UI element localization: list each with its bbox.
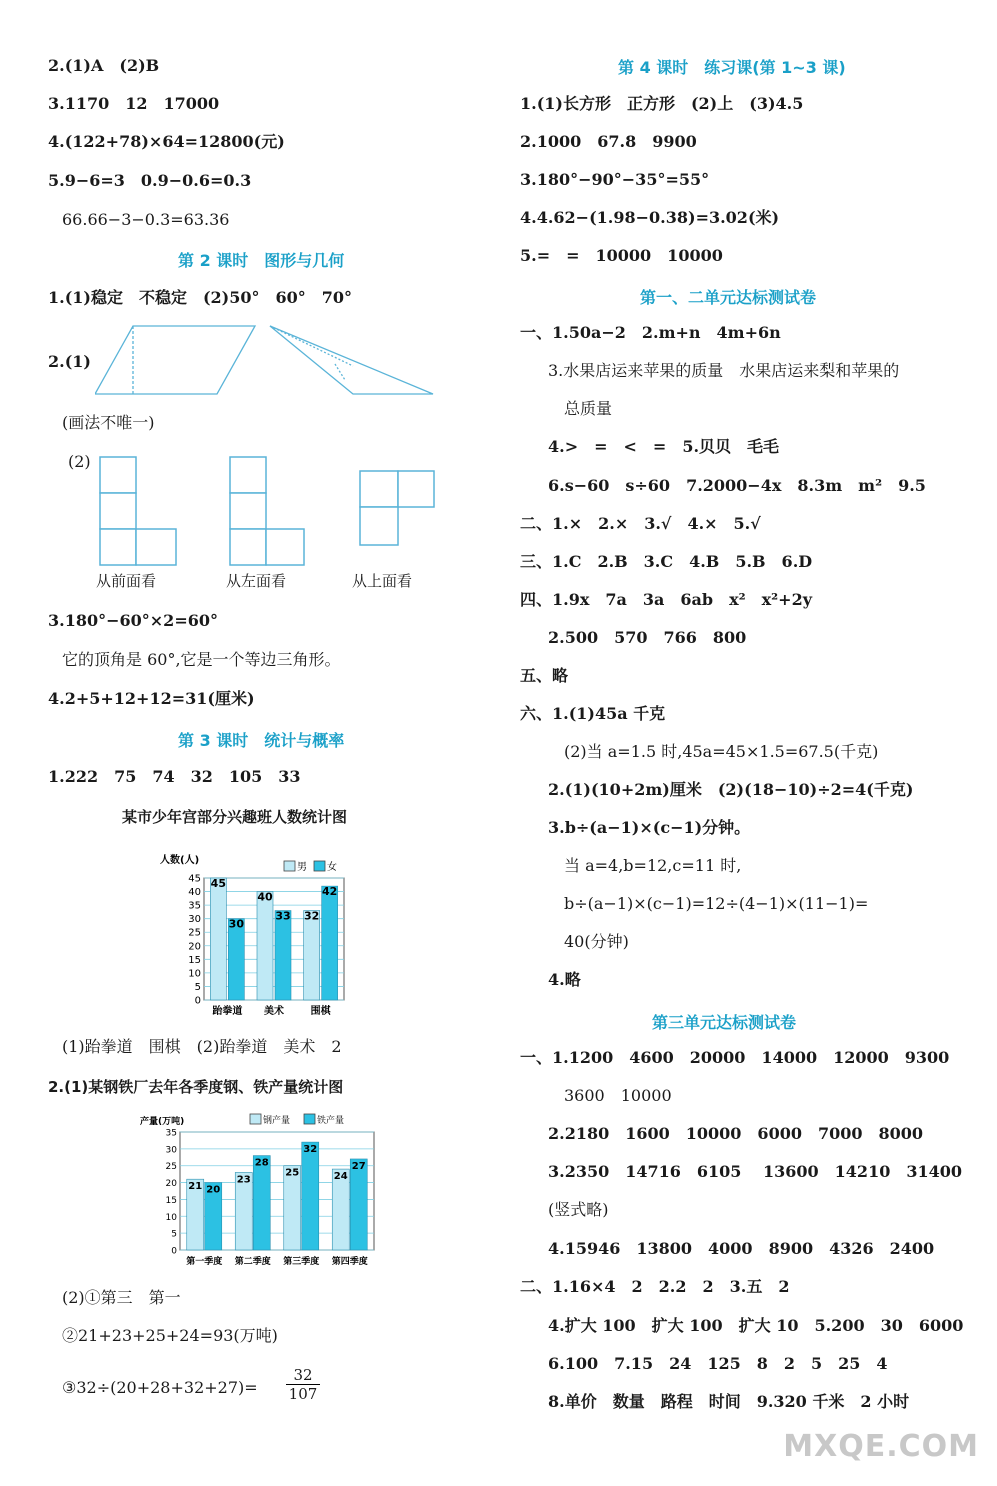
bar [350,1159,367,1250]
legend-swatch [250,1114,261,1124]
answer-line: 66.66−3−0.3=63.36 [62,210,230,229]
bar [275,911,291,1000]
y-tick-label: 20 [188,941,201,953]
legend-swatch [284,861,295,871]
legend-label: 男 [297,862,307,873]
y-tick-label: 45 [188,873,201,885]
chart-interest-classes [148,846,358,1022]
y-tick-label: 5 [194,981,201,993]
answer-line: 3.水果店运来苹果的质量 水果店运来梨和苹果的 [548,361,900,380]
data-label: 23 [236,1174,251,1186]
data-label: 32 [304,909,320,923]
fraction [286,1366,320,1403]
answer-line: 40(分钟) [564,932,629,951]
section-heading: 第一、二单元达标测试卷 [640,288,817,307]
y-tick-label: 40 [188,887,201,899]
answer-line: 4.15946 13800 4000 8900 4326 2400 [548,1239,935,1258]
x-tick-label: 第二季度 [234,1257,271,1267]
answer-line: 一、1.50a−2 2.m+n 4m+6n [520,323,781,342]
answer-line: 3.180°−90°−35°=55° [520,170,710,189]
answer-line: 六、1.(1)45a 千克 [520,704,666,723]
data-label: 40 [257,890,273,904]
answer-line: 4.4.62−(1.98−0.38)=3.02(米) [520,208,780,227]
y-tick-label: 20 [165,1179,177,1190]
legend-label: 铁产量 [317,1116,345,1126]
view-caption: 从前面看 [96,572,157,590]
data-label: 42 [322,885,338,899]
y-axis-label: 产量(万吨) [140,1117,185,1127]
answer-line: 3.2350 14716 6105 13600 14210 31400 [548,1162,962,1181]
answer-line: 二、1.16×4 2 2.2 2 3.五 2 [520,1277,790,1296]
data-label: 24 [333,1171,348,1183]
data-label: 21 [188,1181,203,1193]
answer-line: 1.222 75 74 32 105 33 [48,767,301,786]
answer-line: 2.(1) [48,352,91,371]
chart-title: 某市少年宫部分兴趣班人数统计图 [122,808,348,826]
legend-swatch [314,861,325,871]
x-tick-label: 围棋 [310,1006,331,1017]
answer-line: 4.略 [548,970,581,989]
y-tick-label: 30 [165,1145,177,1156]
answer-line: 3.1170 12 17000 [48,94,220,113]
answer-line: 2.(1)A (2)B [48,56,160,75]
answer-line: 3.180°−60°×2=60° [48,611,218,630]
legend-label: 女 [327,862,337,873]
geometry-drawing [95,318,440,408]
chart-steel-iron-output [138,1110,383,1270]
chart-title: 2.(1)某钢铁厂去年各季度钢、铁产量统计图 [48,1078,344,1096]
answer-line: 8.单价 数量 路程 时间 9.320 千米 2 小时 [548,1392,910,1411]
y-tick-label: 35 [188,900,201,912]
bar [253,1156,270,1250]
bar [302,1142,319,1250]
answer-line: 五、略 [520,666,569,685]
answer-line: 4.> = < = 5.贝贝 毛毛 [548,437,780,456]
data-label: 28 [254,1157,269,1169]
answer-line: 4.(122+78)×64=12800(元) [48,132,285,151]
three-views-drawing [95,455,440,567]
y-tick-label: 15 [165,1195,177,1206]
answer-line: 1.(1)长方形 正方形 (2)上 (3)4.5 [520,94,804,113]
answer-line: 5.9−6=3 0.9−0.6=0.3 [48,171,252,190]
section-heading: 第 3 课时 统计与概率 [178,731,345,750]
answer-line: (1)跆拳道 围棋 (2)跆拳道 美术 2 [62,1037,342,1056]
answer-line: 2.2180 1600 10000 6000 7000 8000 [548,1124,924,1143]
answer-line: 6.s−60 s÷60 7.2000−4x 8.3m m² 9.5 [548,476,926,495]
x-tick-label: 第一季度 [186,1257,223,1267]
data-label: 25 [285,1167,300,1179]
legend-swatch [304,1114,315,1124]
fraction-numerator: 32 [293,1366,313,1384]
section-heading: 第三单元达标测试卷 [652,1013,797,1032]
watermark: MXQE.COM [783,1429,979,1464]
legend-label: 钢产量 [263,1116,291,1126]
section-heading: 第 4 课时 练习课(第 1~3 课) [618,58,846,77]
fraction-denominator: 107 [286,1384,320,1403]
answer-line: (竖式略) [548,1200,609,1219]
answer-line: 6.100 7.15 24 125 8 2 5 25 4 [548,1354,888,1373]
answer-line: 2.1000 67.8 9900 [520,132,697,151]
answer-line: (2)①第三 第一 [62,1288,181,1307]
answer-line: 当 a=4,b=12,c=11 时, [564,856,742,875]
answer-line: 它的顶角是 60°,它是一个等边三角形。 [62,650,341,669]
answer-line: 总质量 [564,399,613,418]
x-tick-label: 跆拳道 [212,1006,243,1017]
y-tick-label: 10 [188,968,201,980]
y-axis-label: 人数(人) [160,855,200,866]
answer-line: 一、1.1200 4600 20000 14000 12000 9300 [520,1048,950,1067]
x-tick-label: 美术 [264,1006,284,1017]
y-tick-label: 15 [188,954,201,966]
y-tick-label: 5 [171,1229,177,1240]
answer-line: 三、1.C 2.B 3.C 4.B 5.B 6.D [520,552,813,571]
y-tick-label: 0 [171,1246,177,1257]
data-label: 33 [275,909,291,923]
bar [228,919,244,1000]
answer-line: 3.b÷(a−1)×(c−1)分钟。 [548,818,751,837]
answer-line: 2.(1)(10+2m)厘米 (2)(18−10)÷2=4(千克) [548,780,914,799]
y-tick-label: 30 [188,914,201,926]
x-tick-label: 第四季度 [331,1257,368,1267]
bar [210,878,226,1000]
x-tick-label: 第三季度 [283,1257,320,1267]
data-label: 20 [206,1184,221,1196]
data-label: 32 [303,1144,318,1156]
answer-line: 二、1.× 2.× 3.√ 4.× 5.√ [520,514,761,533]
section-heading: 第 2 课时 图形与几何 [178,251,345,270]
view-caption: 从上面看 [352,572,413,590]
answer-line: (画法不唯一) [62,413,155,432]
answer-line: ②21+23+25+24=93(万吨) [62,1326,278,1345]
bar [304,911,320,1000]
y-tick-label: 0 [194,995,201,1007]
view-caption: 从左面看 [226,572,287,590]
data-label: 27 [351,1160,366,1172]
answer-line: 2.500 570 766 800 [548,628,747,647]
data-label: 30 [228,917,244,931]
answer-line: 4.扩大 100 扩大 100 扩大 10 5.200 30 6000 [548,1316,964,1335]
answer-line: 5.= = 10000 10000 [520,246,723,265]
y-tick-label: 25 [188,927,201,939]
bar [257,892,273,1000]
answer-line: ③32÷(20+28+32+27)= [62,1378,258,1397]
answer-line: 4.2+5+12+12=31(厘米) [48,689,255,708]
answer-line: (2)当 a=1.5 时,45a=45×1.5=67.5(千克) [564,742,879,761]
y-tick-label: 35 [165,1128,177,1139]
answer-line: 四、1.9x 7a 3a 6ab x² x²+2y [520,590,812,609]
answer-line: 1.(1)稳定 不稳定 (2)50° 60° 70° [48,288,353,307]
answer-line: 3600 10000 [564,1086,672,1105]
answer-line: b÷(a−1)×(c−1)=12÷(4−1)×(11−1)= [564,894,869,913]
data-label: 45 [210,877,226,890]
bar [322,886,338,1000]
y-tick-label: 25 [165,1162,177,1173]
answer-line: (2) [68,452,91,471]
y-tick-label: 10 [165,1212,177,1223]
